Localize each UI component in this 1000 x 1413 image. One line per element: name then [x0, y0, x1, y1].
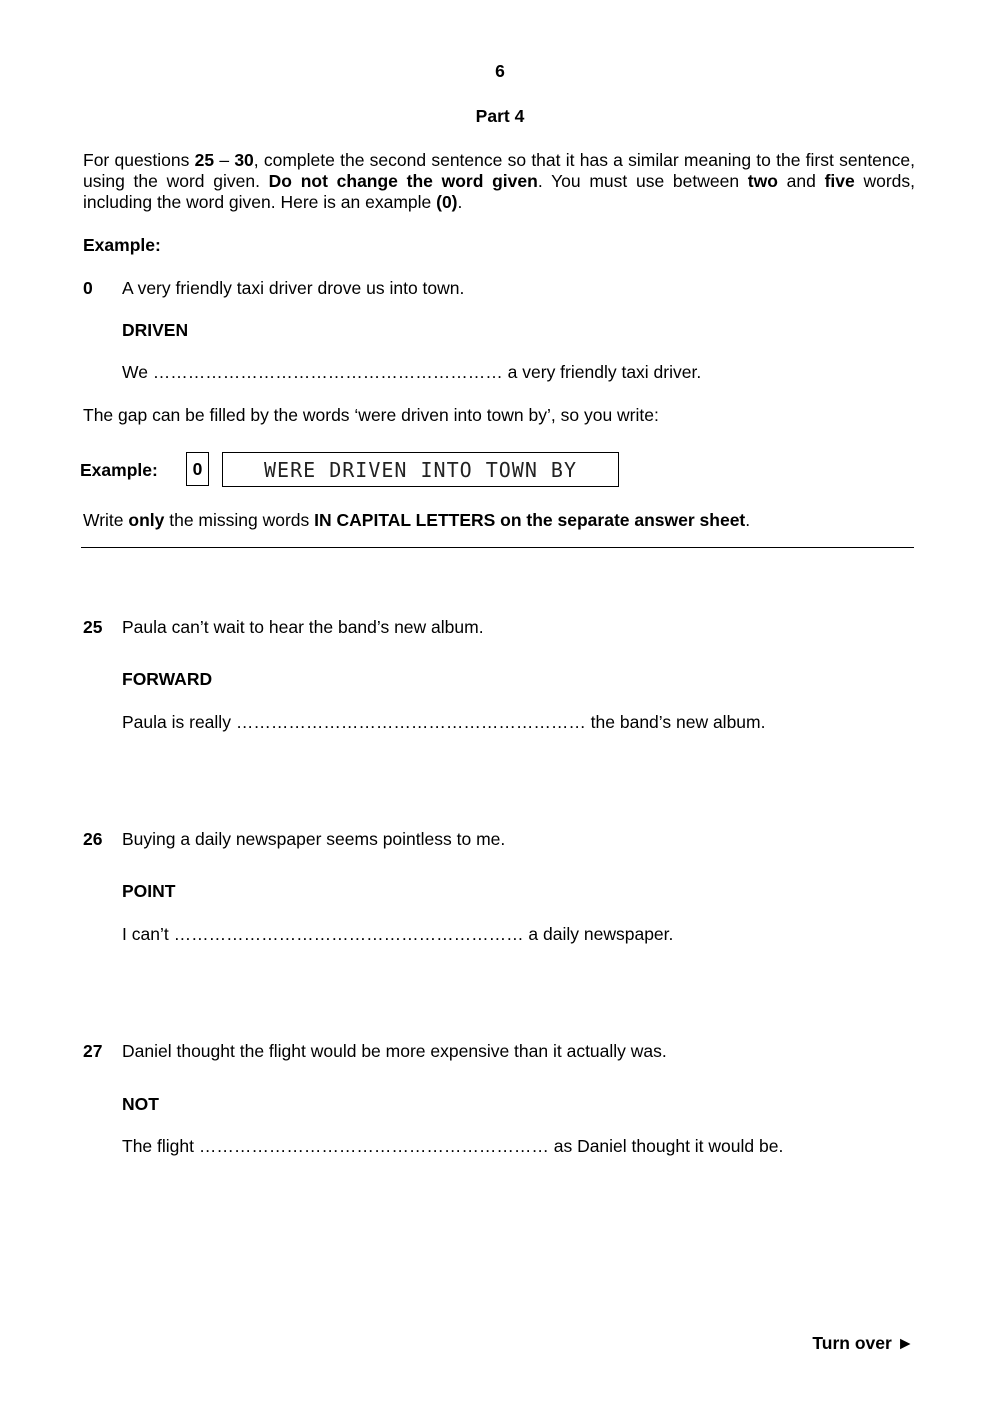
answer-gap[interactable]: ……………………………………………………	[173, 924, 524, 944]
example-heading: Example:	[83, 235, 161, 255]
question-number: 26	[83, 829, 103, 849]
instructions: For questions 25 – 30, complete the second sentence so that it has a similar meaning to the first sentence, using the word given. Do not change the word given. You must use between two and five words, including the word given. Here is an example (0).	[83, 150, 915, 212]
question-sentence: Paula can’t wait to hear the band’s new album.	[122, 617, 484, 637]
answer-example-label: Example:	[80, 460, 158, 480]
part-title: Part 4	[475, 106, 525, 126]
question-gapped-sentence: Paula is really …………………………………………………… the band’s new album.	[122, 712, 766, 732]
write-note: Write only the missing words IN CAPITAL LETTERS on the separate answer sheet.	[83, 510, 751, 530]
answer-gap[interactable]: ……………………………………………………	[198, 1136, 549, 1156]
example-keyword: DRIVEN	[122, 320, 189, 340]
question-keyword: NOT	[122, 1094, 159, 1114]
question-keyword: FORWARD	[122, 669, 213, 689]
gap-note: The gap can be filled by the words ‘were driven into town by’, so you write:	[83, 405, 659, 425]
example-gapped-sentence: We …………………………………………………… a very friendly taxi driver.	[122, 362, 702, 382]
answer-gap[interactable]: ……………………………………………………	[235, 712, 586, 732]
question-sentence: Buying a daily newspaper seems pointless to me.	[122, 829, 506, 849]
divider	[81, 547, 914, 548]
answer-example-box: WERE DRIVEN INTO TOWN BY	[222, 452, 619, 487]
question-gapped-sentence: I can’t …………………………………………………… a daily newspaper.	[122, 924, 674, 944]
question-gapped-sentence: The flight …………………………………………………… as Daniel thought it would be.	[122, 1136, 784, 1156]
question-number: 27	[83, 1041, 103, 1061]
question-sentence: Daniel thought the flight would be more expensive than it actually was.	[122, 1041, 667, 1061]
example-number: 0	[83, 278, 93, 298]
turn-over-label: Turn over ►	[812, 1333, 914, 1353]
example-sentence: A very friendly taxi driver drove us into town.	[122, 278, 465, 298]
answer-example-number-box: 0	[186, 452, 209, 486]
question-keyword: POINT	[122, 881, 176, 901]
page-number: 6	[495, 61, 505, 81]
question-number: 25	[83, 617, 103, 637]
